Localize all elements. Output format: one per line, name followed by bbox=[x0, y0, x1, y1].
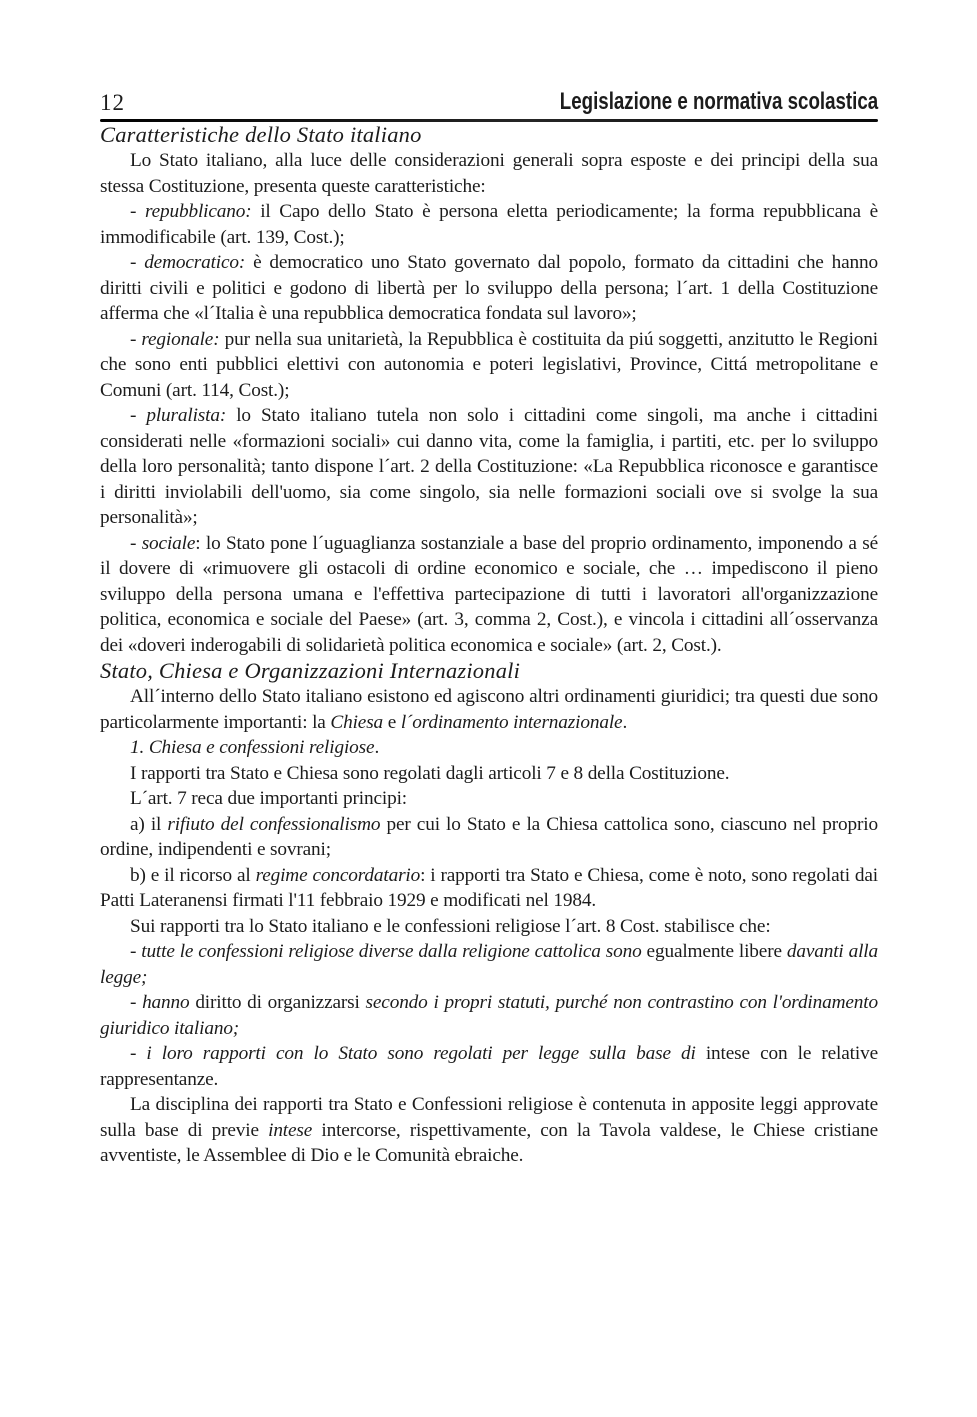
section-title-stato-chiesa: Stato, Chiesa e Organizzazioni Internazionali bbox=[100, 658, 521, 683]
para-intro-stato-italiano: Lo Stato italiano, alla luce delle considerazioni generali sopra esposte e dei principi della sua stessa Costituzione, presenta queste caratteristiche: bbox=[100, 150, 878, 197]
running-title: Legislazione e normativa scolastica bbox=[559, 88, 878, 115]
list-item-sociale: - sociale: lo Stato pone l´uguaglianza sostanziale a base del proprio ordinamento, imponendo a sé il dovere di «rimuovere gli ostacoli di ordine economico e sociale, che … impediscono il pieno sviluppo della persona umana e l'effettiva partecipazione di tutti i lavoratori all'organizzazione politica, economica e sociale del Paese» (art. 3, comma 2, Cost.), e vincola i cittadini all´osservanza dei «doveri inderogabili di solidarietà politica economica e sociale» (art. 2, Cost.). bbox=[100, 532, 879, 656]
para-art8-stabilisce: Sui rapporti tra lo Stato italiano e le confessioni religiose l´art. 8 Cost. stabilisce che: bbox=[130, 915, 771, 937]
para-disciplina-rapporti: La disciplina dei rapporti tra Stato e Confessioni religiose è contenuta in apposite leggi approvate sulla base di previe intese intercorse, rispettivamente, con la Tavola valdese, le Chiese cristiane avventiste, le Assemblee di Dio e le Comunità ebraiche. bbox=[100, 1094, 878, 1166]
para-all-interno: All´interno dello Stato italiano esistono ed agiscono altri ordinamenti giuridici; tra questi due sono particolarmente importanti: la Chiesa e l´ordinamento internazionale. bbox=[100, 686, 878, 733]
list-item-rapporti-intese: - i loro rapporti con lo Stato sono regolati per legge sulla base di intese con le relative rappresentanze. bbox=[100, 1043, 878, 1090]
page-content bbox=[100, 122, 878, 1169]
para-chiesa-confessioni-heading: 1. Chiesa e confessioni religiose. bbox=[130, 737, 380, 758]
list-item-confessioni-libere: - tutte le confessioni religiose diverse dalla religione cattolica sono egualmente libere davanti alla legge; bbox=[100, 941, 878, 988]
list-item-pluralista: - pluralista: lo Stato italiano tutela non solo i cittadini come singoli, ma anche i cittadini considerati nelle «formazioni sociali» cui danno vita, come la famiglia, i partiti, etc. per lo sviluppo della loro personalità; tanto dispone l´art. 2 della Costituzione: «La Repubblica riconosce e garantisce i diritti inviolabili dell'uomo, sia come singolo, sia nelle formazioni sociali ove si svolge la sua personalità»; bbox=[100, 405, 878, 528]
para-art7-principi: L´art. 7 reca due importanti principi: bbox=[130, 788, 407, 809]
list-item-diritto-organizzarsi: - hanno diritto di organizzarsi secondo i propri statuti, purché non contrastino con l'ordinamento giuridico italiano; bbox=[100, 992, 878, 1039]
list-item-repubblicano: - repubblicano: il Capo dello Stato è persona eletta periodicamente; la forma repubblicana è immodificabile (art. 139, Cost.); bbox=[100, 201, 878, 248]
page-header bbox=[100, 90, 878, 119]
para-point-a-confessionalismo: a) il rifiuto del confessionalismo per cui lo Stato e la Chiesa cattolica sono, ciascuno nel proprio ordine, indipendenti e sovrani; bbox=[100, 813, 878, 860]
page-number: 12 bbox=[100, 90, 125, 115]
section-title-caratteristiche: Caratteristiche dello Stato italiano bbox=[100, 122, 422, 147]
list-item-regionale: - regionale: pur nella sua unitarietà, la Repubblica è costituita da piú soggetti, anzitutto le Regioni che sono enti pubblici elettivi con autonomia e poteri legislativi, Province, Cittá metropolitane e Comuni (art. 114, Cost.); bbox=[100, 328, 878, 401]
list-item-democratico: - democratico: è democratico uno Stato governato dal popolo, formato da cittadini che hanno diritti civili e politici e godono di libertà per lo sviluppo della persona; l´art. 1 della Costituzione afferma che «l´Italia è una repubblica democratica fondata sul lavoro»; bbox=[100, 252, 878, 324]
para-point-b-concordatario: b) e il ricorso al regime concordatario: i rapporti tra Stato e Chiesa, come è noto, sono regolati dai Patti Lateranensi firmati l'11 febbraio 1929 e modificati nel 1984. bbox=[100, 864, 878, 911]
para-rapporti-art-7-8: I rapporti tra Stato e Chiesa sono regolati dagli articoli 7 e 8 della Costituzione. bbox=[130, 762, 730, 784]
